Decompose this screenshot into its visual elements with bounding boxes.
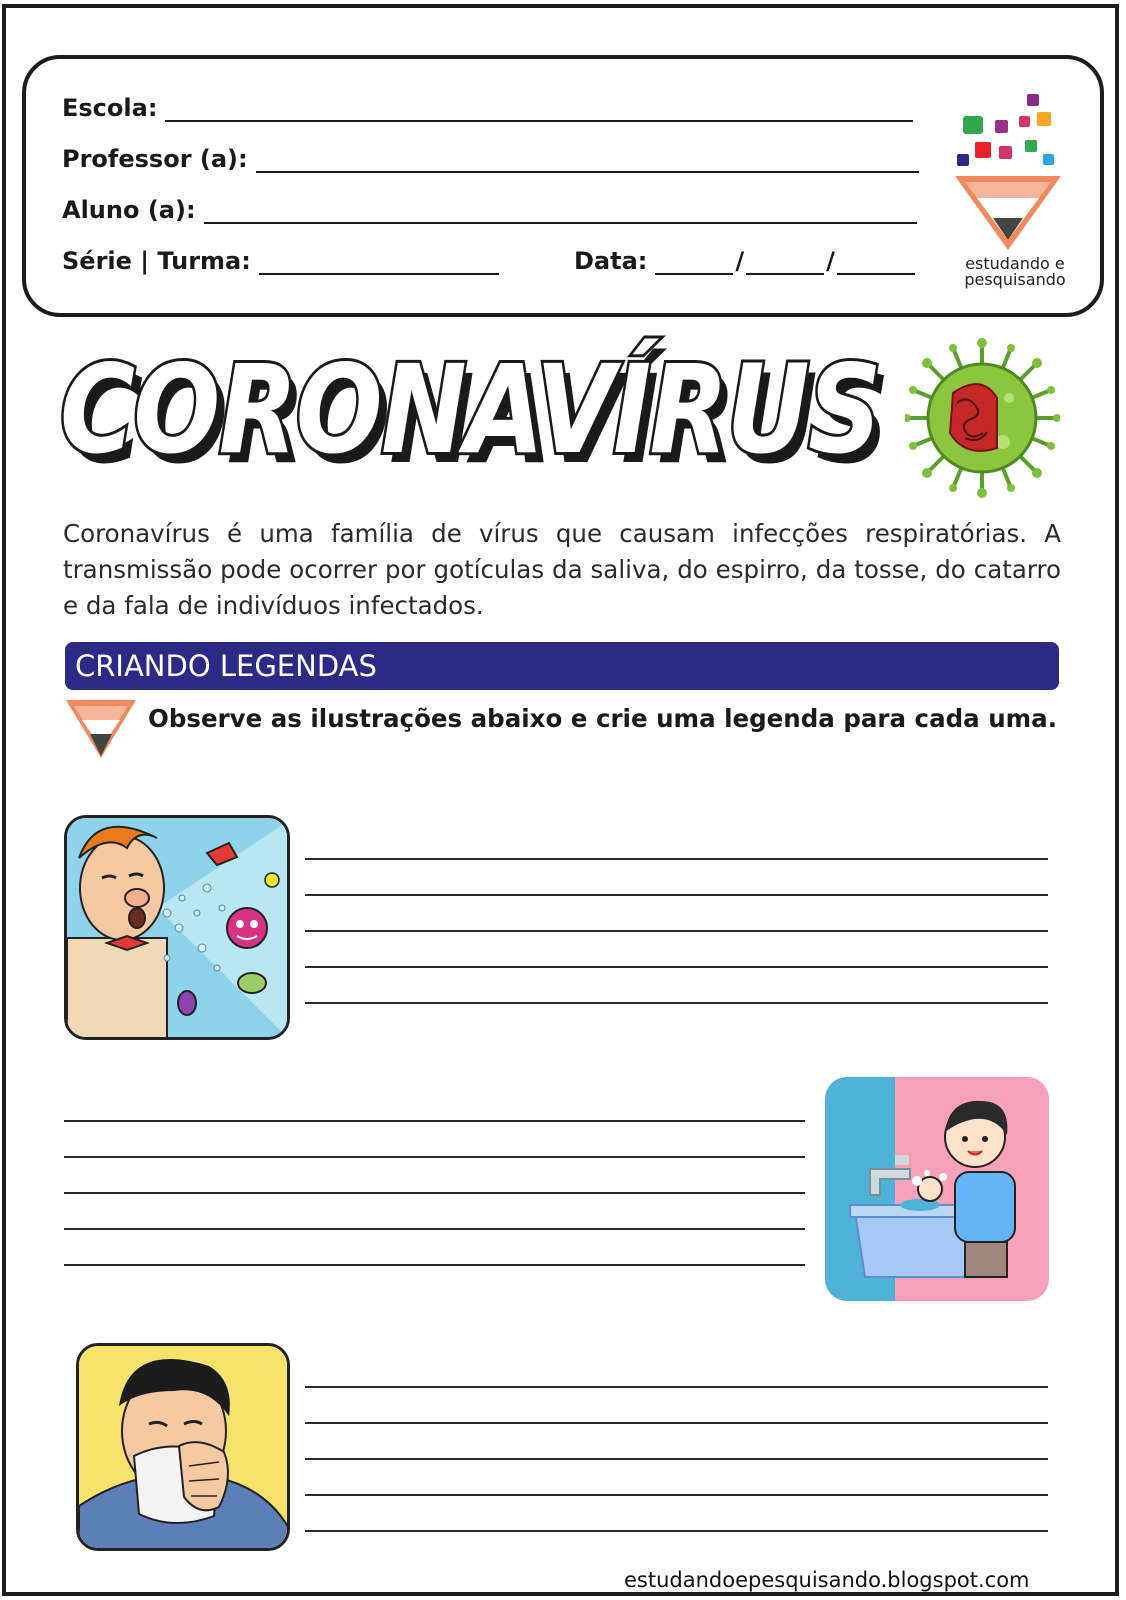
sneezing-man-illustration — [64, 815, 290, 1040]
date-field — [574, 247, 915, 275]
caption-line[interactable] — [305, 1002, 1048, 1004]
title-shadow: CORONAVÍRUS — [68, 349, 888, 480]
caption-line[interactable] — [64, 1228, 805, 1230]
footer-url: estudandoepesquisando.blogspot.com — [624, 1568, 1030, 1592]
caption-line[interactable] — [305, 894, 1048, 896]
caption-lines-2 — [64, 1120, 805, 1300]
handwash-icon — [825, 1077, 1049, 1301]
teacher-field — [62, 145, 919, 173]
virus-icon — [905, 338, 1060, 498]
date-month-line[interactable] — [746, 251, 824, 275]
caption-line[interactable] — [305, 1422, 1048, 1424]
date-separator: / — [735, 247, 745, 275]
instruction-text: Observe as ilustrações abaixo e crie uma legenda para cada uma. — [148, 704, 1058, 733]
date-day-line[interactable] — [655, 251, 733, 275]
student-label: Aluno (a): — [62, 196, 196, 224]
logo-text — [956, 256, 1074, 288]
caption-line[interactable] — [305, 1494, 1048, 1496]
tissue-icon — [79, 1346, 290, 1551]
handwashing-illustration — [825, 1077, 1049, 1301]
student-input-line[interactable] — [204, 200, 917, 224]
nose-blowing-illustration — [76, 1343, 290, 1551]
caption-line[interactable] — [64, 1156, 805, 1158]
school-field — [62, 94, 913, 122]
school-label: Escola: — [62, 94, 158, 122]
caption-line[interactable] — [64, 1264, 805, 1266]
caption-lines-1 — [305, 858, 1048, 1038]
date-year-line[interactable] — [837, 251, 915, 275]
grade-label: Série | Turma: — [62, 247, 251, 275]
logo-text-line2: pesquisando — [964, 270, 1066, 289]
student-field — [62, 196, 917, 224]
grade-field — [62, 247, 499, 275]
caption-line[interactable] — [64, 1120, 805, 1122]
school-input-line[interactable] — [165, 98, 913, 122]
caption-line[interactable] — [305, 1530, 1048, 1532]
grade-input-line[interactable] — [259, 251, 499, 275]
intro-paragraph: Coronavírus é uma família de vírus que causam infecções respiratórias. A transmissão pode ocorrer por gotículas da saliva, do espirro, da tosse, do catarro e da fala de indivíduos infectados. — [63, 519, 1061, 620]
sneeze-icon — [67, 818, 290, 1040]
pencil-icon — [66, 700, 136, 760]
caption-line[interactable] — [305, 1386, 1048, 1388]
caption-line[interactable] — [305, 1458, 1048, 1460]
teacher-label: Professor (a): — [62, 145, 248, 173]
caption-line[interactable] — [305, 966, 1048, 968]
caption-line[interactable] — [305, 858, 1048, 860]
caption-lines-3 — [305, 1386, 1048, 1566]
title-text: CORONAVÍRUS — [60, 339, 880, 480]
logo-text-line1: estudando e — [965, 254, 1065, 273]
caption-line[interactable] — [305, 930, 1048, 932]
date-label: Data: — [574, 247, 648, 275]
title — [60, 330, 900, 480]
caption-line[interactable] — [64, 1192, 805, 1194]
teacher-input-line[interactable] — [256, 149, 919, 173]
date-separator: / — [826, 247, 835, 275]
section-heading: CRIANDO LEGENDAS — [65, 642, 1059, 690]
